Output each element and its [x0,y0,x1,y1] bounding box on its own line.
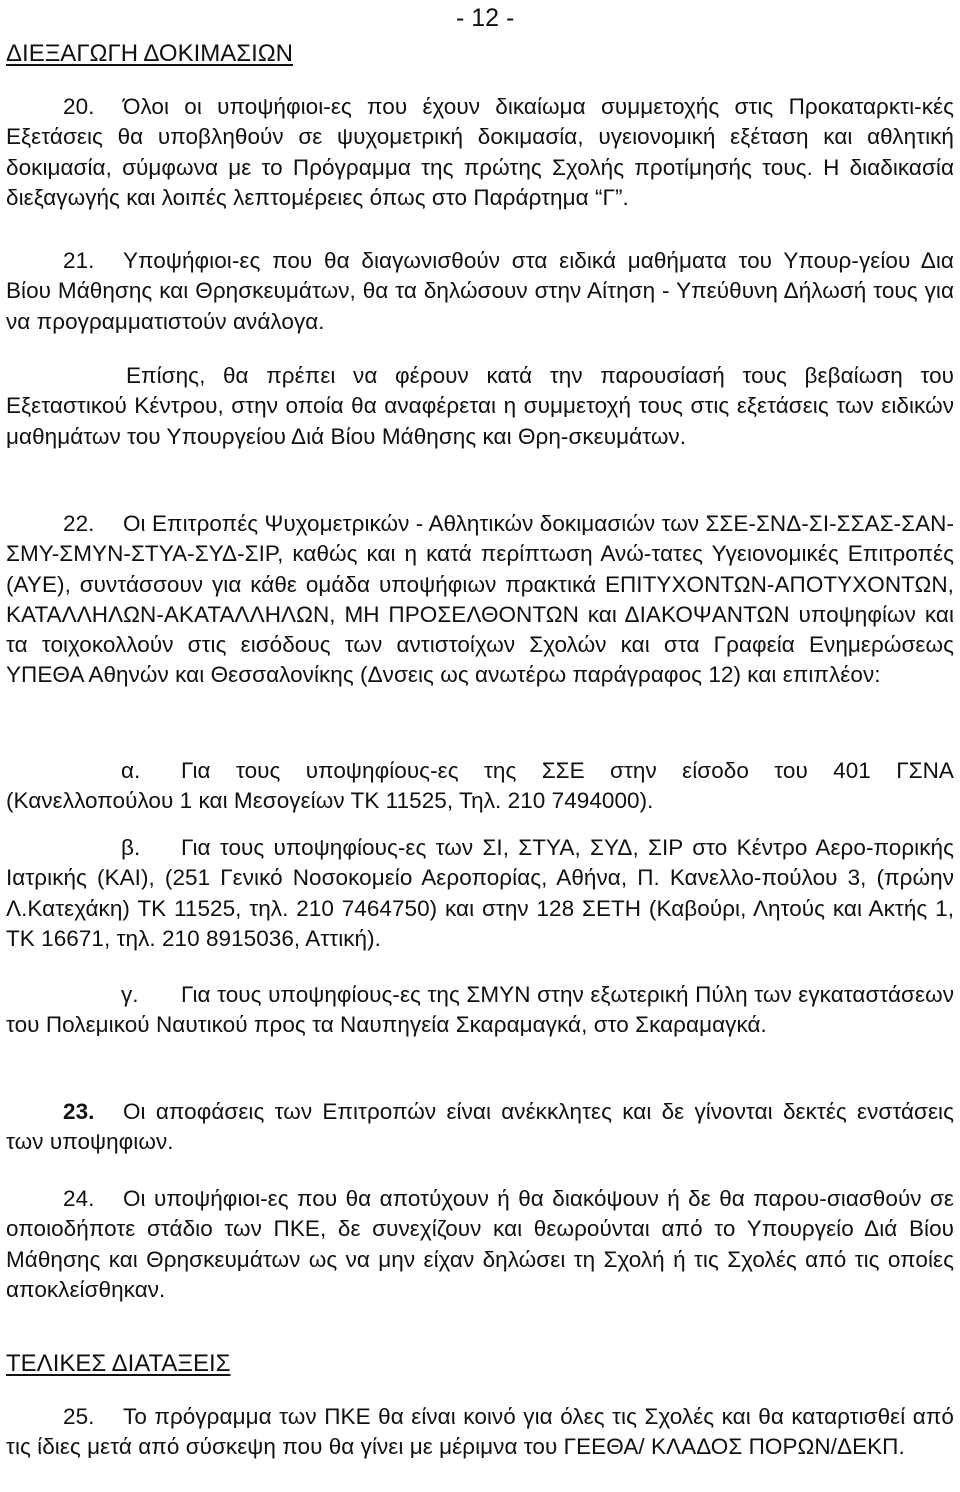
subparagraph-b [6,833,954,954]
paragraph-20 [6,92,954,213]
paragraph-text: Το πρόγραμμα των ΠΚΕ θα είναι κοινό για όλες τις Σχολές και θα καταρτισθεί από τις ίδιες μετά από σύσκεψη που θα γίνει με μέριμνα του ΓΕΕΘΑ/ ΚΛΑΔΟΣ ΠΟΡΩΝ/ΔΕΚΠ. [6,1404,954,1460]
paragraph-23 [6,1097,954,1158]
paragraph-24 [6,1184,954,1305]
paragraph-text: Για τους υποψηφίους-ες της ΣΜΥΝ στην εξωτερική Πύλη των εγκαταστάσεων του Πολεμικού Ναυτικού προς τα Ναυπηγεία Σκαραμαγκά, στο Σκαραμαγκά. [6,982,954,1038]
paragraph-22 [6,509,954,691]
paragraph-text: Όλοι οι υποψήφιοι-ες που έχουν δικαίωμα συμμετοχής στις Προκαταρκτι-κές Εξετάσεις θα υποβληθούν σε ψυχομετρική δοκιμασία, υγειονομική εξέταση και αθλητική δοκιμασία, σύμφωνα με το Πρόγραμμα της πρώτης Σχολής προτίμησής τους. Η διαδικασία διεξαγωγής και λοιπές λεπτομέρειες όπως στο Παράρτημα “Γ”. [6,94,954,210]
paragraph-number: 24. [63,1186,95,1211]
paragraph-25 [6,1402,954,1463]
paragraph-text: Επίσης, θα πρέπει να φέρουν κατά την παρουσίασή τους βεβαίωση του Εξεταστικού Κέντρου, στην οποία θα αναφέρεται η συμμετοχή τους στις εξετάσεις των ειδικών μαθημάτων του Υπουργείου Διά Βίου Μάθησης και Θρη-σκευμάτων. [6,363,954,449]
section-heading-final-provisions: ΤΕΛΙΚΕΣ ΔΙΑΤΑΞΕΙΣ [6,1350,231,1377]
paragraph-number: β. [121,835,141,860]
paragraph-number: 23. [63,1099,95,1124]
paragraph-number: 21. [63,248,95,273]
page-number: - 12 - [456,4,515,32]
paragraph-number: 20. [63,94,95,119]
paragraph-text: Υποψήφιοι-ες που θα διαγωνισθούν στα ειδικά μαθήματα του Υπουρ-γείου Δια Βίου Μάθησης και Θρησκευμάτων, θα τα δηλώσουν στην Αίτηση - Υπεύθυνη Δήλωσή τους για να προγραμματιστούν ανάλογα. [6,248,954,334]
paragraph-number: 25. [63,1404,95,1429]
paragraph-text: Για τους υποψηφίους-ες της ΣΣΕ στην είσοδο του 401 ΓΣΝΑ (Κανελλοπούλου 1 και Μεσογείων ΤΚ 11525, Τηλ. 210 7494000). [6,758,954,814]
paragraph-21-continued [6,361,954,452]
paragraph-text: Οι Επιτροπές Ψυχομετρικών - Αθλητικών δοκιμασιών των ΣΣΕ-ΣΝΔ-ΣΙ-ΣΣΑΣ-ΣΑΝ-ΣΜΥ-ΣΜΥΝ-ΣΤΥΑ-ΣΥΔ-ΣΙΡ, καθώς και η κατά περίπτωση Ανώ-τατες Υγειονομικές Επιτροπές (ΑΥΕ), συντάσσουν για κάθε ομάδα υποψήφιων πρακτικά ΕΠΙΤΥΧΟΝΤΩΝ-ΑΠΟΤΥΧΟΝΤΩΝ, ΚΑΤΑΛΛΗΛΩΝ-ΑΚΑΤΑΛΛΗΛΩΝ, ΜΗ ΠΡΟΣΕΛΘΟΝΤΩΝ και ΔΙΑΚΟΨΑΝΤΩΝ υποψηφίων και τα τοιχοκολλούν στις εισόδους των αντιστοίχων Σχολών και στα Γραφεία Ενημερώσεως ΥΠΕΘΑ Αθηνών και Θεσσαλονίκης (Δνσεις ως ανωτέρω παράγραφος 12) και επιπλέον: [6,511,954,688]
paragraph-21 [6,246,954,337]
paragraph-number: 22. [63,511,95,536]
subparagraph-c [6,980,954,1041]
paragraph-text: Για τους υποψηφίους-ες των ΣΙ, ΣΤΥΑ, ΣΥΔ, ΣΙΡ στο Κέντρο Αερο-πορικής Ιατρικής (ΚΑΙ), (251 Γενικό Νοσοκομείο Αεροπορίας, Αθήνα, Π. Κανελλο-πούλου 3, (πρώην Λ.Κατεχάκη) ΤΚ 11525, τηλ. 210 7464750) και στην 128 ΣΕΤΗ (Καβούρι, Λητούς και Ακτής 1, ΤΚ 16671, τηλ. 210 8915036, Αττική). [6,835,954,951]
paragraph-number: α. [121,758,141,783]
paragraph-text: Οι υποψήφιοι-ες που θα αποτύχουν ή θα διακόψουν ή δε θα παρου-σιασθούν σε οποιοδήποτε στάδιο των ΠΚΕ, δε συνεχίζουν και θεωρούνται από το Υπουργείο Διά Βίου Μάθησης και Θρησκευμάτων ως να μην είχαν δηλώσει τη Σχολή ή τις Σχολές από τις οποίες αποκλείσθηκαν. [6,1186,954,1302]
subparagraph-a [6,756,954,817]
section-heading-conduct-of-tests: ΔΙΕΞΑΓΩΓΗ ΔΟΚΙΜΑΣΙΩΝ [6,40,294,67]
paragraph-number: γ. [121,982,139,1007]
paragraph-text: Οι αποφάσεις των Επιτροπών είναι ανέκκλητες και δε γίνονται δεκτές ενστάσεις των υποψηφιων. [6,1099,954,1155]
